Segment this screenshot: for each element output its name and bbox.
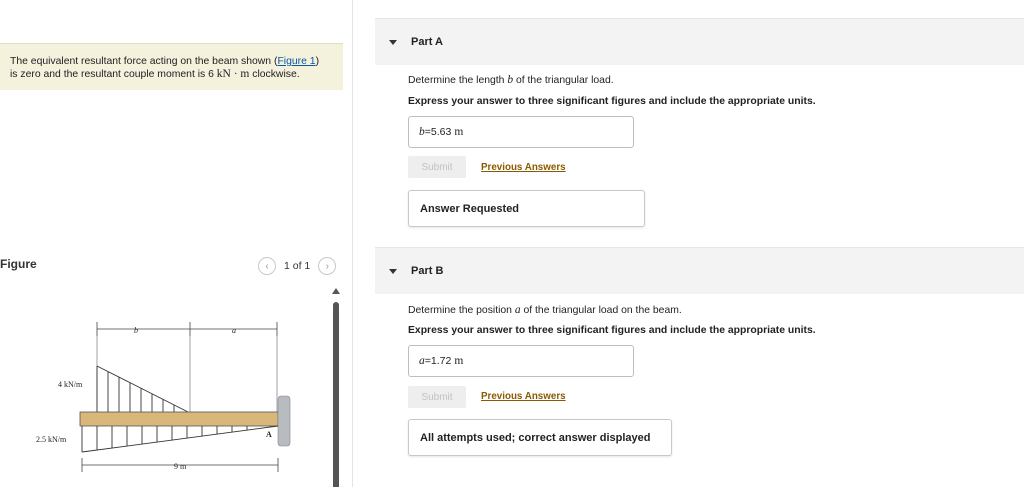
part-b-submit-button[interactable]: Submit: [408, 386, 466, 408]
part-b-question-end: of the triangular load on the beam.: [520, 305, 682, 316]
part-a-title: Part A: [411, 36, 443, 48]
part-a-submit-button[interactable]: Submit: [408, 156, 466, 178]
figure-heading: Figure: [0, 257, 37, 271]
problem-line-1: [10, 55, 333, 68]
caret-down-icon[interactable]: [389, 269, 397, 274]
part-a-question-end: of the triangular load.: [513, 75, 614, 86]
prev-figure-button[interactable]: [258, 257, 276, 275]
label-point-A: A: [266, 430, 272, 439]
part-b-answer-value: 1.72: [430, 355, 452, 367]
part-a-answer-unit: m: [454, 126, 464, 138]
part-b-previous-answers-link[interactable]: Previous Answers: [481, 391, 566, 402]
problem-text-3: clockwise.: [249, 69, 300, 80]
part-a-answer-value: 5.63: [430, 126, 452, 138]
part-b-header[interactable]: [375, 247, 1024, 294]
caret-down-icon[interactable]: [389, 40, 397, 45]
wall-support: [278, 396, 290, 446]
part-a-question-var: b: [507, 74, 514, 86]
part-b-instruction: Express your answer to three significant figures and include the appropriate units.: [408, 325, 816, 336]
part-a-answer-field[interactable]: [408, 116, 634, 148]
label-load-top: 4 kN/m: [58, 380, 83, 389]
part-b-answer-var: a: [419, 355, 425, 367]
scroll-thumb[interactable]: [333, 302, 339, 487]
problem-line-2: [10, 68, 333, 81]
problem-text-close: ): [315, 56, 320, 67]
part-b-answer-unit: m: [454, 355, 464, 367]
beam-figure: [30, 316, 310, 487]
part-b-question-var: a: [514, 304, 521, 316]
chevron-left-icon: ‹: [265, 260, 269, 272]
problem-statement: [0, 43, 343, 90]
part-a-header[interactable]: [375, 18, 1024, 65]
label-b: b: [134, 326, 138, 335]
part-a-previous-answers-link[interactable]: Previous Answers: [481, 162, 566, 173]
part-a-question: [408, 74, 614, 86]
part-a-answer-var: b: [419, 126, 425, 138]
bottom-load: [82, 426, 278, 452]
part-b-title: Part B: [411, 265, 444, 277]
figure-scrollbar[interactable]: [332, 288, 340, 487]
column-divider: [352, 0, 353, 487]
chevron-right-icon: ›: [325, 260, 329, 272]
problem-text-2: is zero and the resultant couple moment is 6: [10, 69, 217, 80]
part-b-answer-eq: =: [424, 355, 431, 367]
part-a-instruction: Express your answer to three significant figures and include the appropriate units.: [408, 96, 816, 107]
part-a-question-start: Determine the length: [408, 75, 508, 86]
triangular-load: [97, 366, 188, 412]
problem-text: The equivalent resultant force acting on the beam shown (: [10, 56, 278, 67]
figure-pager: [258, 257, 336, 275]
figure-link[interactable]: Figure 1: [277, 56, 316, 67]
part-b-question: [408, 304, 682, 316]
beam: [80, 412, 278, 426]
label-load-bottom: 2.5 kN/m: [36, 435, 67, 444]
part-b-status: All attempts used; correct answer displayed: [408, 419, 672, 456]
scroll-up-arrow-icon[interactable]: [332, 288, 340, 294]
part-a-answer-eq: =: [424, 126, 431, 138]
figure-count: 1 of 1: [284, 260, 311, 272]
label-length: 9 m: [174, 462, 187, 471]
part-b-answer-field[interactable]: [408, 345, 634, 377]
label-a: a: [232, 326, 236, 335]
part-b-question-start: Determine the position: [408, 305, 515, 316]
moment-unit: kN · m: [216, 68, 250, 80]
next-figure-button[interactable]: [318, 257, 336, 275]
part-a-status: Answer Requested: [408, 190, 645, 227]
